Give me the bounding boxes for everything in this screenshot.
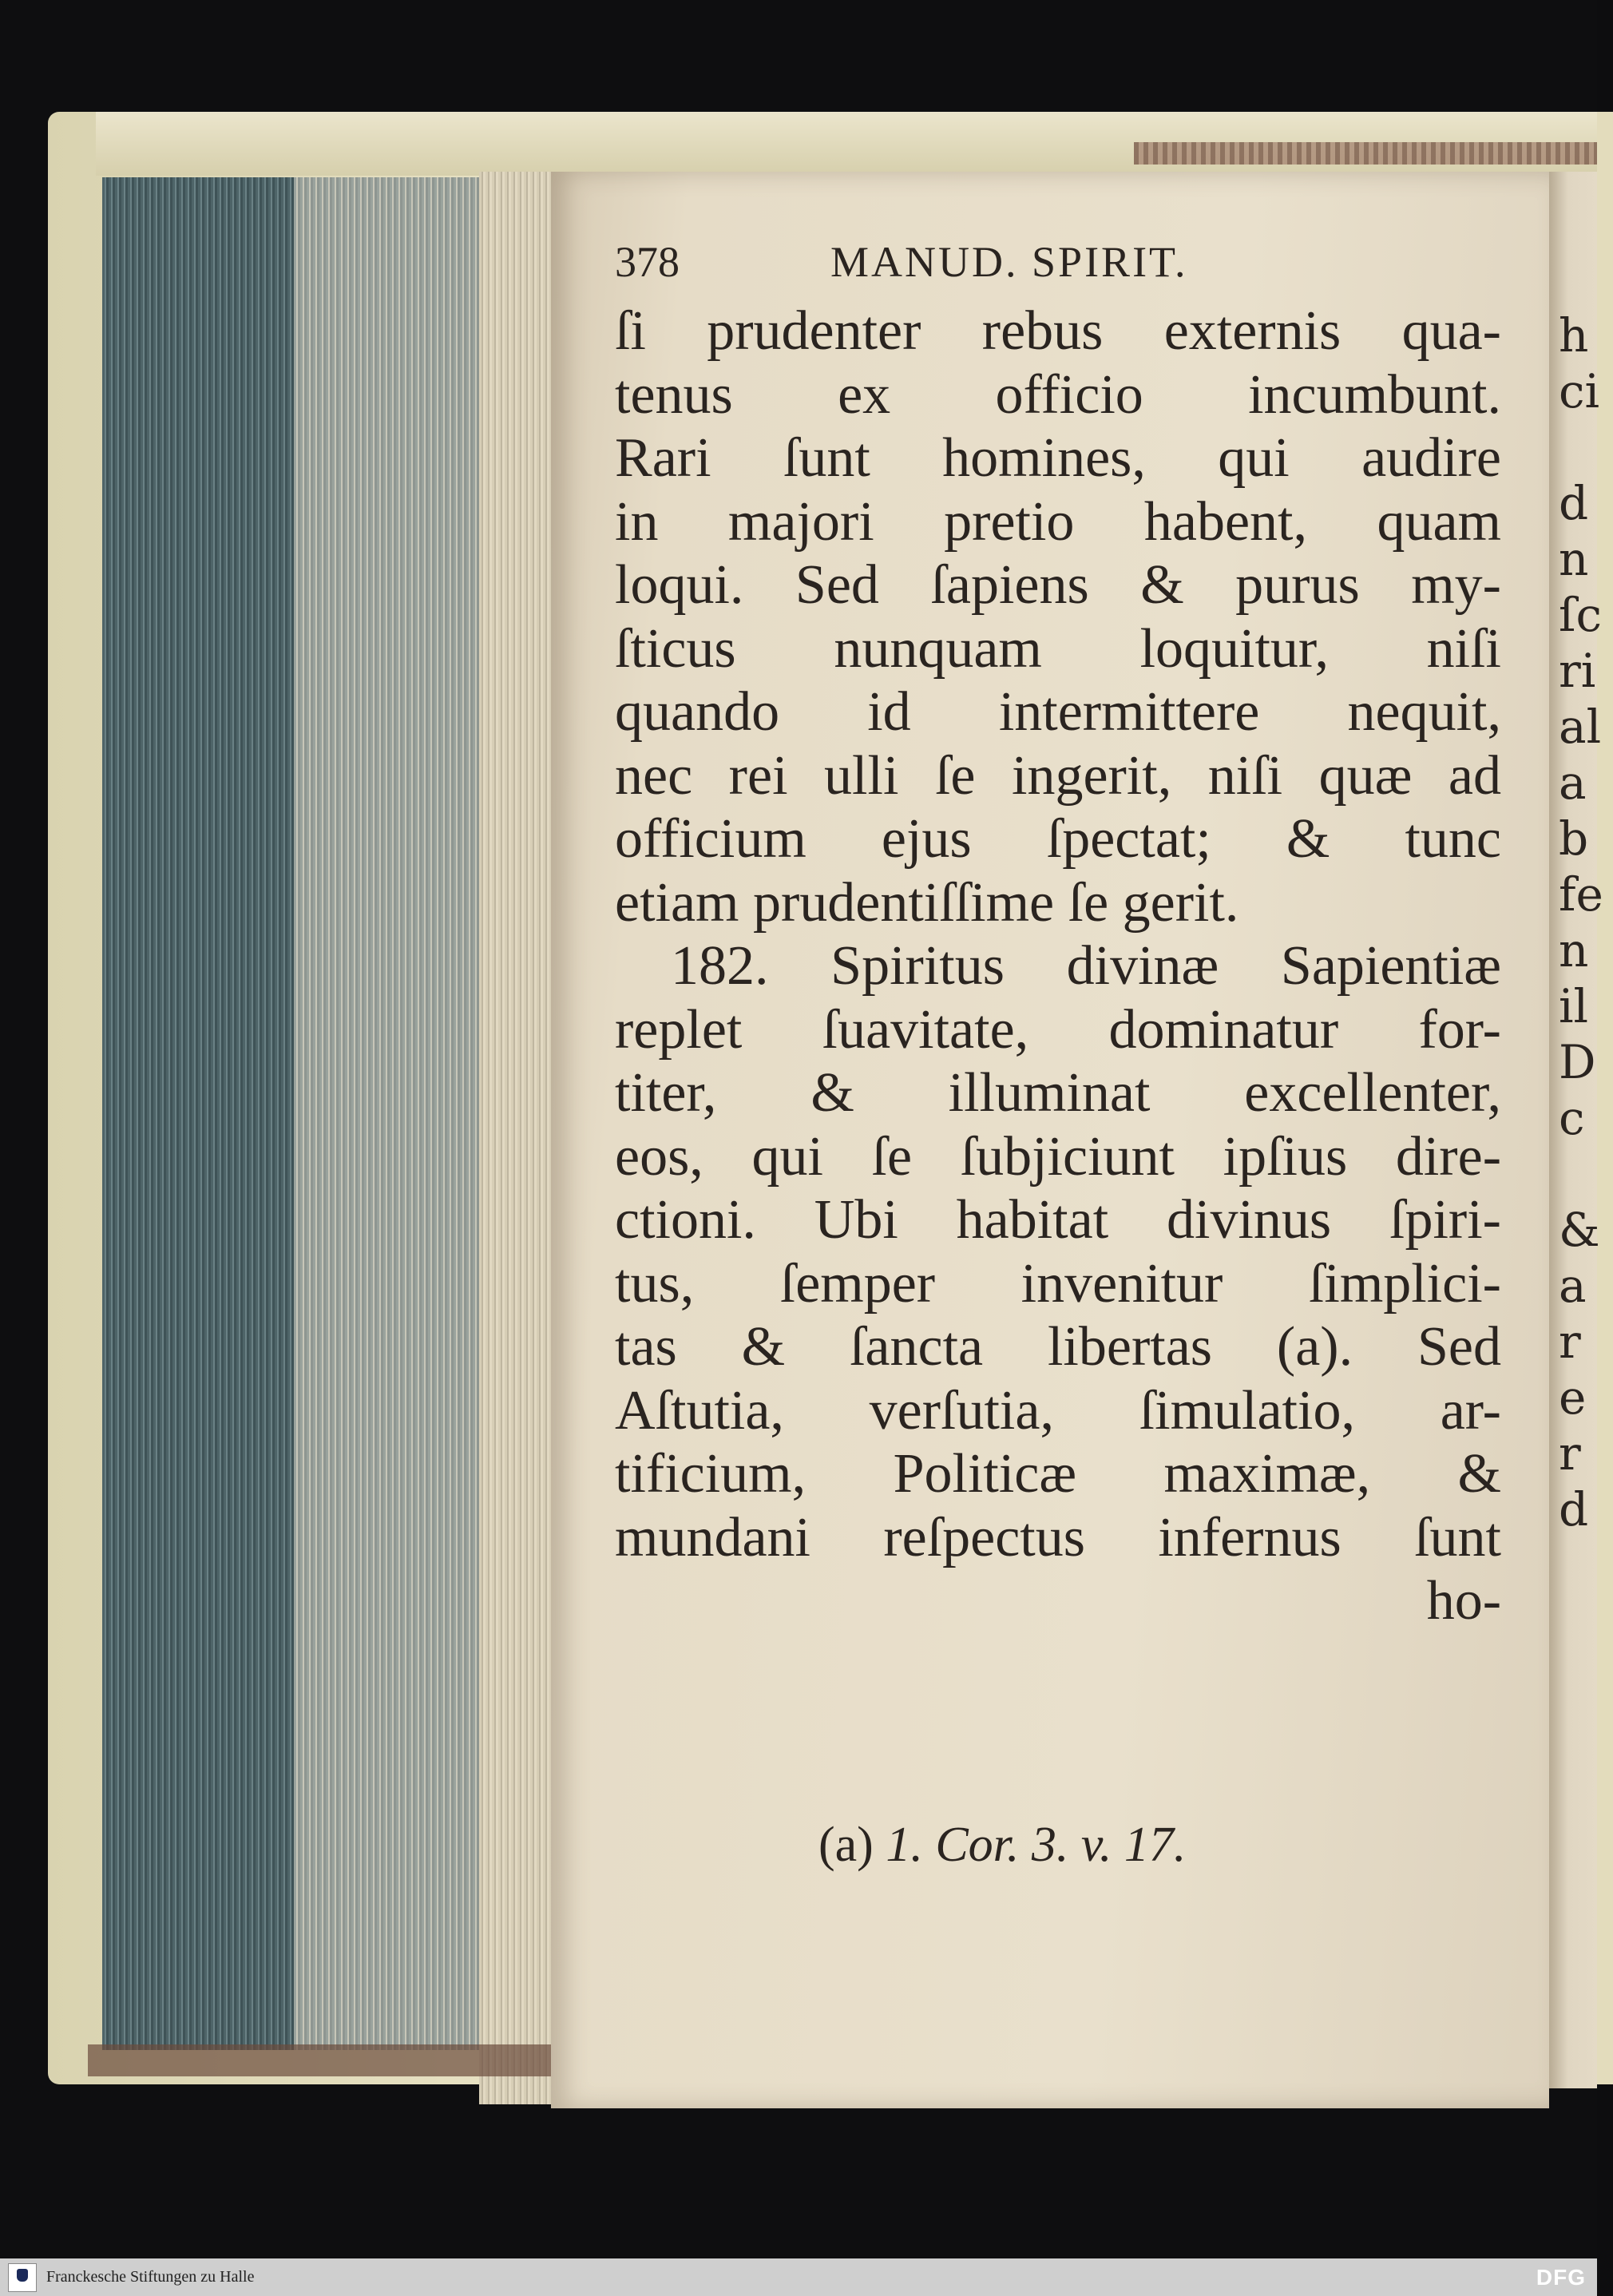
text-line: ſticus nunquam loquitur, niſi: [615, 617, 1501, 680]
library-name[interactable]: Franckesche Stiftungen zu Halle: [46, 2268, 255, 2286]
section-start-line: 182. Spiritus divinæ Sapientiæ: [671, 935, 1501, 997]
running-head: MANUD. SPIRIT.: [830, 238, 1188, 286]
text-line: Aſtutia, verſutia, ſimulatio, ar-: [615, 1379, 1501, 1441]
text-line: ctioni. Ubi habitat divinus ſpiri-: [615, 1189, 1501, 1251]
text-line: ſi prudenter rebus externis qua-: [615, 300, 1501, 362]
text-line: replet ſuavitate, dominatur for-: [615, 998, 1501, 1061]
text-line: etiam prudentiſſime ſe gerit.: [615, 871, 1239, 934]
viewer-footer: [0, 2258, 1597, 2296]
text-line: nec rei ulli ſe ingerit, niſi quæ ad: [615, 744, 1501, 807]
bottom-board: [88, 2044, 583, 2076]
page-header: [615, 236, 1501, 299]
footnote-reference: 1. Cor. 3. v. 17.: [886, 1818, 1187, 1872]
text-line: titer, & illuminat excellenter,: [615, 1062, 1501, 1124]
page-number: 378: [615, 238, 680, 286]
text-line: officium ejus ſpectat; & tunc: [615, 808, 1501, 870]
text-line: in majori pretio habent, quam: [615, 490, 1501, 553]
text-line: tus, ſemper invenitur ſimplici-: [615, 1252, 1501, 1315]
text-line: tificium, Politicæ maximæ, &: [615, 1443, 1501, 1505]
text-line: quando id intermittere nequit,: [615, 681, 1501, 743]
text-line: tenus ex officio incumbunt.: [615, 363, 1501, 426]
text-line: eos, qui ſe ſubjiciunt ipſius dire-: [615, 1125, 1501, 1188]
footnote-mark: (a): [818, 1818, 874, 1872]
funder-logo[interactable]: DFG: [1536, 2265, 1586, 2290]
facing-page-text: h ci d n ſc ri al a b fe n il D c & a r e r d: [1559, 308, 1603, 1537]
headband: [1134, 142, 1597, 165]
text-line: Rari ſunt homines, qui audire: [615, 427, 1501, 489]
page-text: [615, 236, 1501, 1633]
library-logo-icon[interactable]: [8, 2263, 37, 2292]
text-line: mundani reſpectus infernus ſunt: [615, 1506, 1501, 1568]
text-line: tas & ſancta libertas (a). Sed: [615, 1316, 1501, 1378]
catchword: ho-: [1426, 1570, 1501, 1632]
footnote: [818, 1817, 1186, 1874]
fore-edge-dark: [102, 177, 294, 2050]
text-line: loqui. Sed ſapiens & purus my-: [615, 554, 1501, 616]
